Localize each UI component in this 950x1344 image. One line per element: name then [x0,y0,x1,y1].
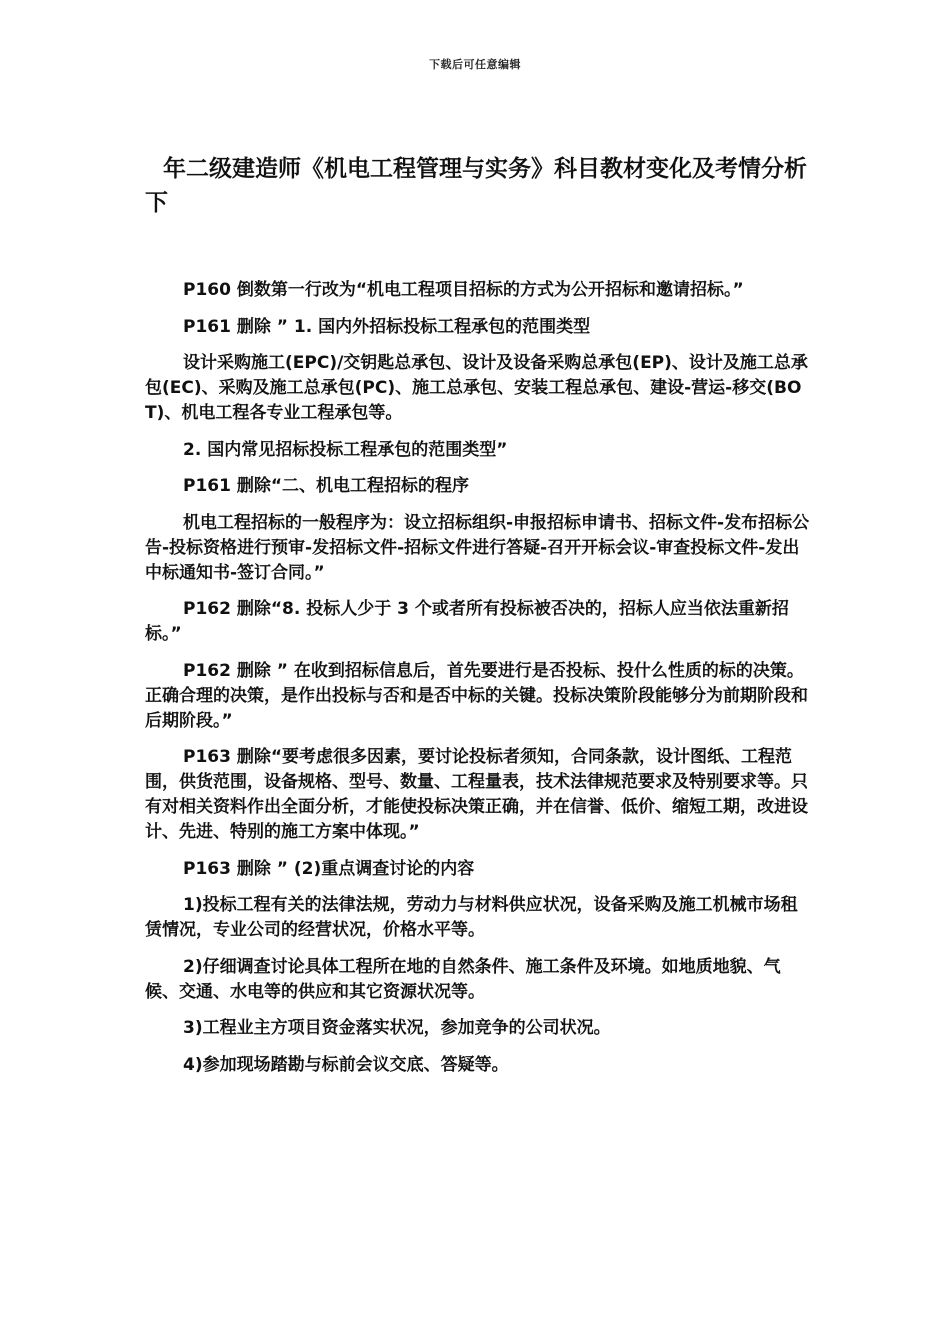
paragraph-p162-delete-decision: P162 删除 ” 在收到招标信息后，首先要进行是否投标、投什么性质的标的决策。正确合理的决策，是作出投标与否和是否中标的关键。投标决策阶段能够分为前期阶段和后期阶段。” [145,660,808,731]
list-item-research-2: 2)仔细调查讨论具体工程所在地的自然条件、施工条件及环境。如地质地貌、气候、交通、水电等的供应和其它资源状况等。 [145,956,781,1002]
paragraph-p161-delete-scope: P161 删除 ” 1. 国内外招标投标工程承包的范围类型 [183,316,591,337]
paragraph-domestic-scope: 2. 国内常见招标投标工程承包的范围类型” [183,439,508,460]
paragraph-p160-change: P160 倒数第一行改为“机电工程项目招标的方式为公开招标和邀请招标。” [183,280,744,300]
list-item-research-3: 3)工程业主方项目资金落实状况，参加竞争的公司状况。 [183,1018,611,1038]
paragraph-p163-delete-factors: P163 删除“要考虑很多因素，要讨论投标者须知，合同条款，设计图纸、工程范围，供货范围，设备规格、型号、数量、工程量表，技术法律规范要求及特别要求等。只有对相关资料作出全面分析，才能使投标决策正确，并在信誉、低价、缩短工期，改进设计、先进、特别的施工方案中体现。” [145,747,808,842]
paragraph-p163-delete-research: P163 删除 ” (2)重点调查讨论的内容 [183,858,475,879]
list-item-research-1: 1)投标工程有关的法律法规，劳动力与材料供应状况，设备采购及施工机械市场租赁情况，专业公司的经营状况，价格水平等。 [145,895,798,940]
paragraph-tender-procedure: 机电工程招标的一般程序为：设立招标组织-申报招标申请书、招标文件-发布招标公告-投标资格进行预审-发招标文件-招标文件进行答疑-召开开标会议-审查投标文件-发出中标通知书-签订合同。” [145,512,810,583]
paragraph-p161-delete-procedure: P161 删除“二、机电工程招标的程序 [183,476,470,496]
list-item-research-4: 4)参加现场踏勘与标前会议交底、答疑等。 [183,1054,509,1075]
document-body [145,278,810,1089]
paragraph-p162-delete-rebid: P162 删除“8. 投标人少于 3 个或者所有投标被否决的，招标人应当依法重新招标。” [145,599,789,644]
document-title: 年二级建造师《机电工程管理与实务》科目教材变化及考情分析下 [145,156,807,216]
paragraph-contract-types: 设计采购施工(EPC)/交钥匙总承包、设计及设备采购总承包(EP)、设计及施工总承包(EC)、采购及施工总承包(PC)、施工总承包、安装工程总承包、建设-营运-移交(BOT)、机电工程各专业工程承包等。 [145,353,808,423]
page-header-note: 下载后可任意编辑 [429,58,521,71]
